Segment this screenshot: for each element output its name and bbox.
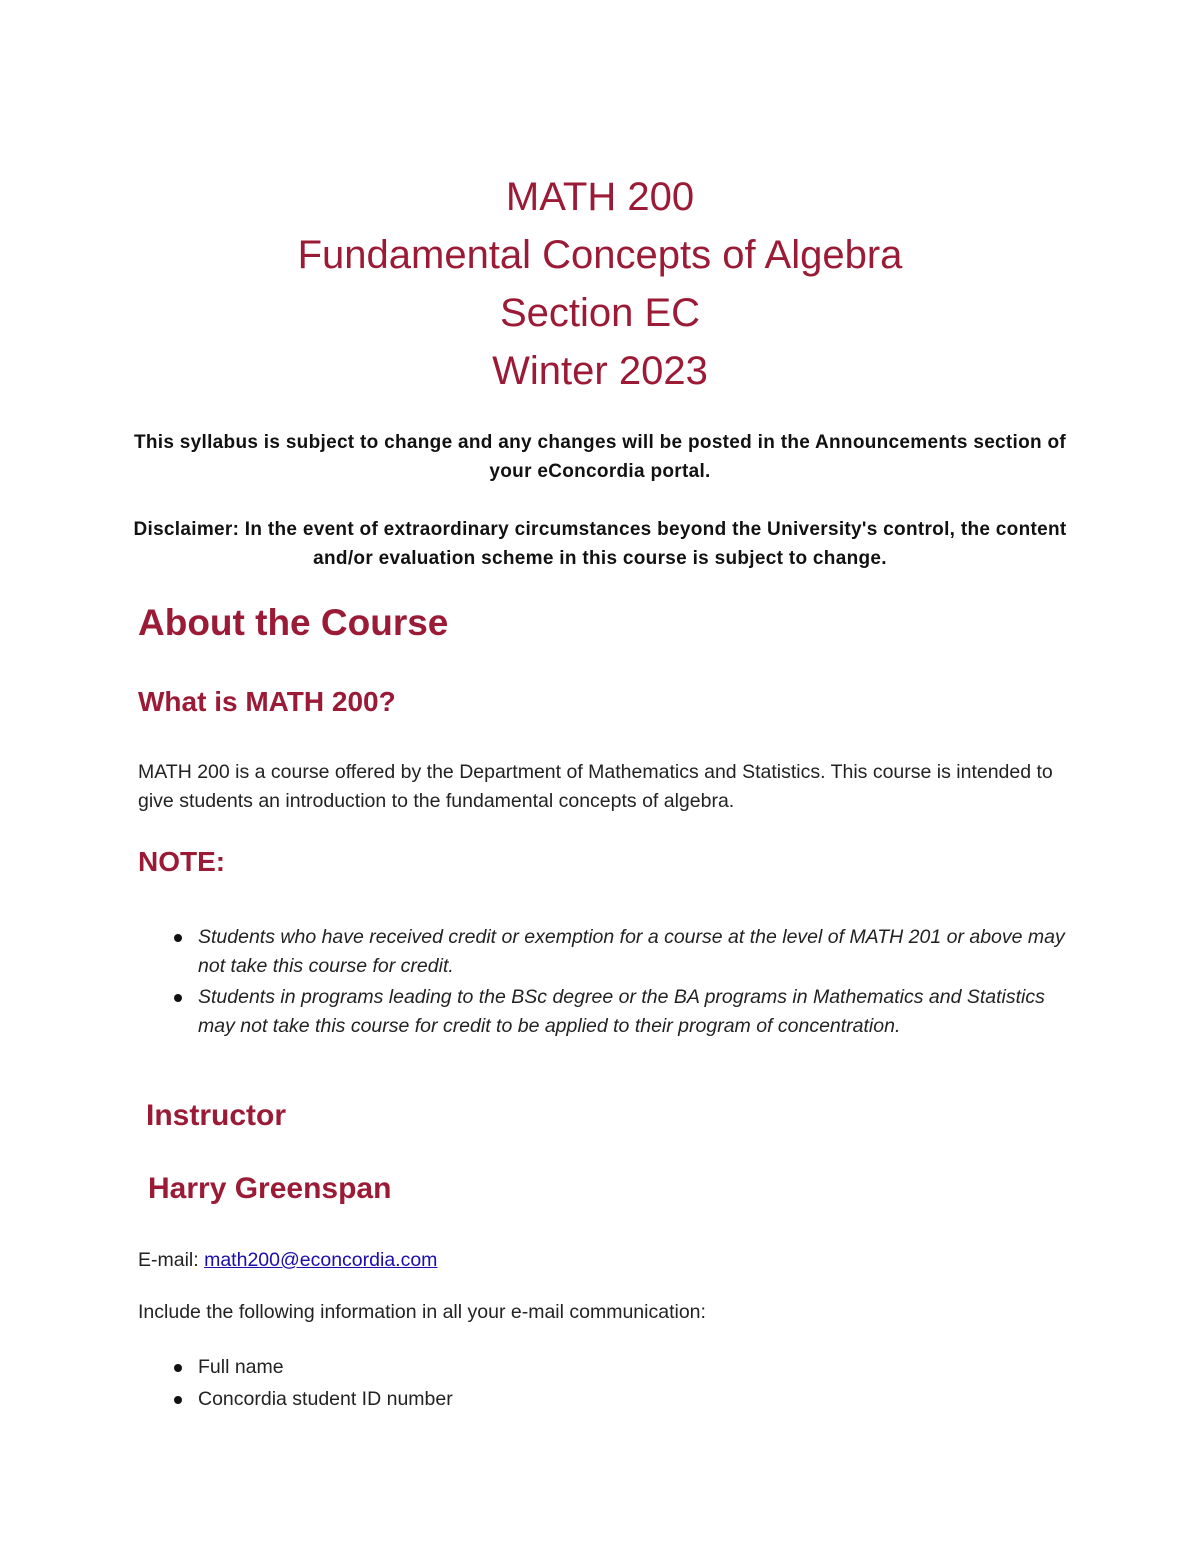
email-link[interactable]: math200@econcordia.com <box>204 1249 438 1271</box>
include-instructions: Include the following information in all your e-mail communication: <box>138 1301 706 1323</box>
contact-item-text: Full name <box>198 1356 284 1378</box>
email-line <box>138 1246 1068 1275</box>
title-block <box>0 168 1200 400</box>
note-list <box>170 923 1070 1043</box>
bullet-icon <box>174 1396 182 1404</box>
contact-info-list <box>170 1353 1070 1416</box>
list-item <box>170 1385 1070 1414</box>
course-term: Winter 2023 <box>492 349 708 393</box>
course-section: Section EC <box>499 291 701 335</box>
list-item <box>170 1353 1070 1382</box>
instructor-heading: Instructor <box>146 1099 287 1132</box>
instructor-name: Harry Greenspan <box>148 1172 392 1205</box>
about-heading: About the Course <box>138 602 449 643</box>
disclaimer-notice: Disclaimer: In the event of extraordinary circumstances beyond the University's control, the content and/or evaluation scheme in this course is subject to change. <box>133 519 1067 569</box>
course-name: Fundamental Concepts of Algebra <box>297 233 903 277</box>
bullet-icon <box>174 994 182 1002</box>
list-item <box>170 923 1070 980</box>
contact-item-text: Concordia student ID number <box>198 1387 453 1410</box>
note-text: Students who have received credit or exemption for a course at the level of MATH 201 or above may not take this course for credit. <box>198 926 1065 977</box>
course-code: MATH 200 <box>505 175 695 219</box>
bullet-icon <box>174 1364 182 1372</box>
change-notice: This syllabus is subject to change and any changes will be posted in the Announcements section of your eConcordia portal. <box>133 432 1067 482</box>
note-heading: NOTE: <box>138 846 226 877</box>
course-description: MATH 200 is a course offered by the Department of Mathematics and Statistics. This course is intended to give students an introduction to the fundamental concepts of algebra. <box>138 761 1053 812</box>
note-text: Students in programs leading to the BSc degree or the BA programs in Mathematics and Statistics may not take this course for credit to be applied to their program of concentration. <box>198 986 1045 1037</box>
what-is-heading: What is MATH 200? <box>138 686 396 717</box>
list-item <box>170 983 1070 1040</box>
bullet-icon <box>174 934 182 942</box>
email-label: E-mail: <box>138 1249 205 1271</box>
